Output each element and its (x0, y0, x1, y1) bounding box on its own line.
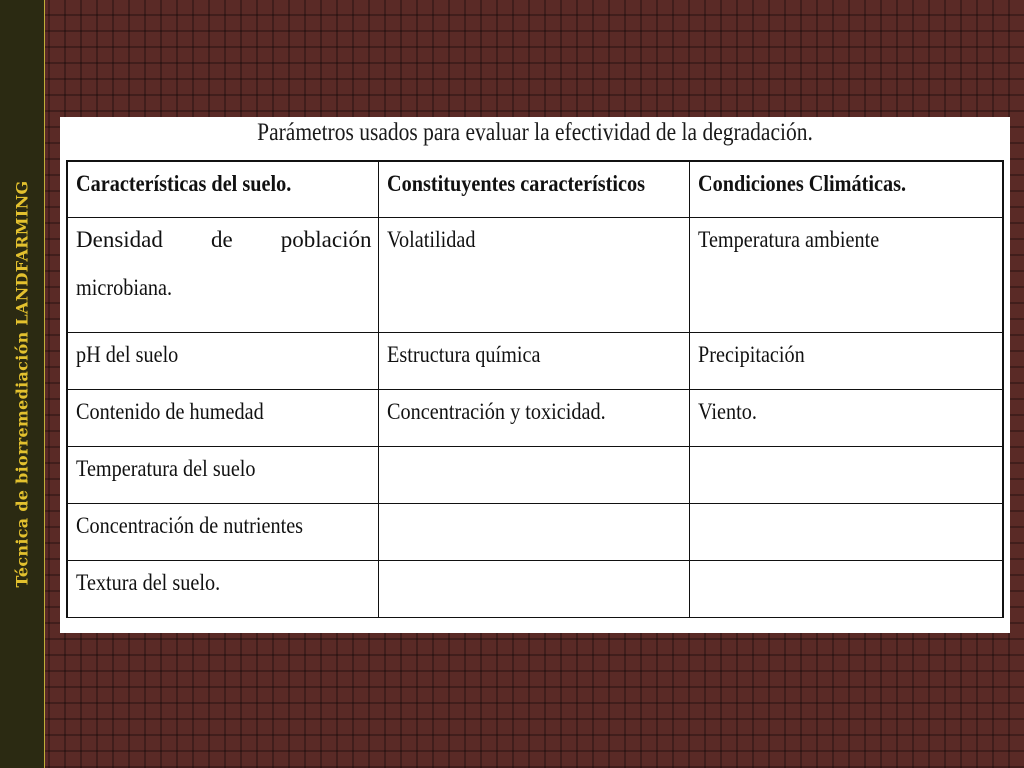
table-cell: Estructura química (378, 333, 689, 390)
table-cell: Concentración y toxicidad. (378, 390, 689, 447)
table-cell: Contenido de humedad (67, 390, 378, 447)
table-row (67, 561, 1003, 618)
column-header: Constituyentes característicos (378, 161, 689, 218)
table-cell (378, 561, 689, 618)
table-cell (689, 504, 1003, 561)
parameters-table (66, 160, 1004, 618)
column-header: Condiciones Climáticas. (689, 161, 1003, 218)
table-cell: Temperatura del suelo (67, 447, 378, 504)
table-cell (378, 447, 689, 504)
table-header-row (67, 161, 1003, 218)
table-cell (689, 561, 1003, 618)
table-cell: Concentración de nutrientes (67, 504, 378, 561)
table-panel (60, 117, 1010, 633)
table-row (67, 447, 1003, 504)
table-cell: Densidad de población microbiana. (67, 218, 378, 333)
table-row (67, 504, 1003, 561)
table-row (67, 218, 1003, 333)
sidebar (0, 0, 45, 768)
table-caption: Parámetros usados para evaluar la efectividad de la degradación. (257, 119, 813, 146)
table-cell: Volatilidad (378, 218, 689, 333)
table-row (67, 390, 1003, 447)
table-cell: Precipitación (689, 333, 1003, 390)
column-header: Características del suelo. (67, 161, 378, 218)
table-cell: Textura del suelo. (67, 561, 378, 618)
table-cell (689, 447, 1003, 504)
table-cell: pH del suelo (67, 333, 378, 390)
table-cell: Viento. (689, 390, 1003, 447)
table-cell (378, 504, 689, 561)
sidebar-title: Técnica de biorremediación LANDFARMING (12, 180, 32, 588)
table-row (67, 333, 1003, 390)
table-cell: Temperatura ambiente (689, 218, 1003, 333)
